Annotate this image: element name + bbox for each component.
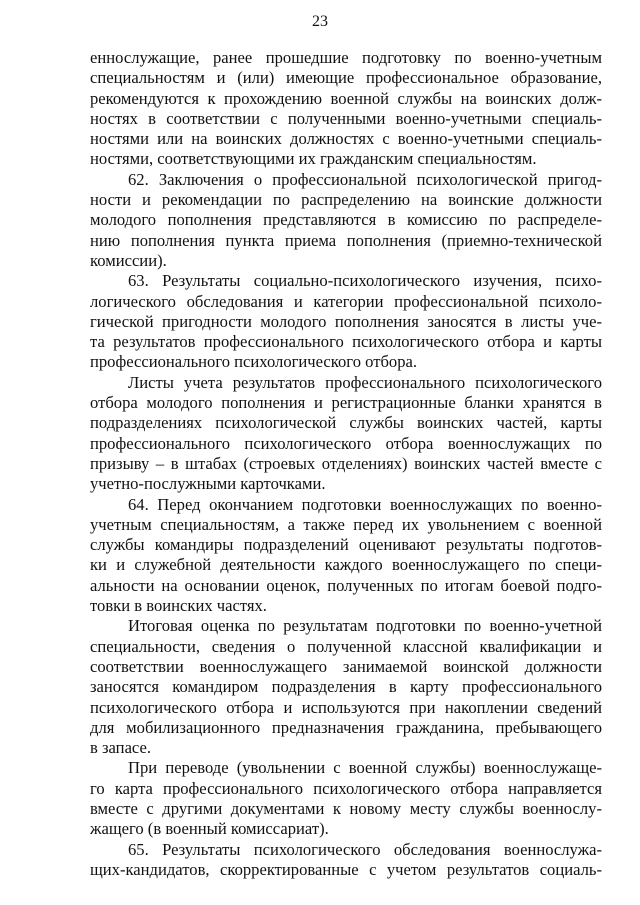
text-line: профессионального психологического отбора. <box>90 352 418 372</box>
text-line: товки в воинских частях. <box>90 596 267 616</box>
text-line: гической пригодности молодого пополнения заносятся в листы уче- <box>90 311 602 331</box>
text-line: щих-кандидатов, скорректированные с учетом результатов социаль- <box>90 859 602 879</box>
text-line: учетно-послужными карточками. <box>90 474 326 494</box>
text-line: ностями, соответствующими их гражданским специальностям. <box>90 149 537 169</box>
text-line: ки и служебной деятельности каждого военнослужащего по специ- <box>90 555 602 575</box>
text-line: ностях в соответствии с полученными военно-учетными специаль- <box>90 108 602 128</box>
text-line: профессионального психологического отбора военнослужащих по <box>90 433 602 453</box>
text-line: альности на основании оценок, полученных по итогам боевой подго- <box>90 575 602 595</box>
text-line: соответствии военнослужащего занимаемой воинской должности <box>90 656 602 676</box>
text-line: комиссии). <box>90 250 167 270</box>
text-line: При переводе (увольнении с военной службы) военнослужаще- <box>128 758 602 778</box>
text-line: заносятся командиром подразделения в карту профессионального <box>90 677 602 697</box>
text-line: ностями или на воинских должностях с военно-учетными специаль- <box>90 129 602 149</box>
text-line: 65. Результаты психологического обследования военнослужа- <box>128 839 602 859</box>
text-line: специальности, сведения о полученной классной квалификации и <box>90 636 602 656</box>
text-line: вместе с другими документами к новому месту службы военнослу- <box>90 798 602 818</box>
text-line: подразделениях психологической службы воинских частей, карты <box>90 413 602 433</box>
text-line: 64. Перед окончанием подготовки военнослужащих по военно- <box>128 494 602 514</box>
text-line: логического обследования и категории профессиональной психоло- <box>90 291 602 311</box>
text-line: психологического отбора и используются при накоплении сведений <box>90 697 602 717</box>
text-line: еннослужащие, ранее прошедшие подготовку по военно-учетным <box>90 48 602 67</box>
text-line: 62. Заключения о профессиональной психологической пригод- <box>128 169 602 189</box>
text-line: в запасе. <box>90 738 152 758</box>
text-line: та результатов профессионального психологического отбора и карты <box>90 332 602 352</box>
text-line: Итоговая оценка по результатам подготовки по военно-учетной <box>128 616 602 636</box>
text-line: для мобилизационного предназначения гражданина, пребывающего <box>90 717 602 737</box>
text-line: 63. Результаты социально-психологического изучения, психо- <box>128 271 602 291</box>
text-line: Листы учета результатов профессионального психологического <box>128 372 602 392</box>
text-line: учетным специальностям, а также перед их увольнением с военной <box>90 514 602 534</box>
body-text <box>90 48 602 880</box>
text-line: нию пополнения пункта приема пополнения (приемно-технической <box>90 230 602 250</box>
text-line: молодого пополнения представляются в комиссию по распределе- <box>90 210 602 230</box>
text-line: специальностям и (или) имеющие профессиональное образование, <box>90 68 602 88</box>
text-line: ности и рекомендации по распределению на воинские должности <box>90 190 602 210</box>
text-line: отбора молодого пополнения и регистрационные бланки хранятся в <box>90 393 602 413</box>
text-line: го карта профессионального психологического отбора направляется <box>90 778 602 798</box>
text-line: рекомендуются к прохождению военной службы на воинских долж- <box>90 88 602 108</box>
text-line: призыву – в штабах (строевых отделениях) воинских частей вместе с <box>90 453 602 473</box>
page-number: 23 <box>312 13 328 30</box>
text-line: службы командиры подразделений оценивают результаты подготов- <box>90 535 602 555</box>
text-line: жащего (в военный комиссариат). <box>90 819 329 839</box>
